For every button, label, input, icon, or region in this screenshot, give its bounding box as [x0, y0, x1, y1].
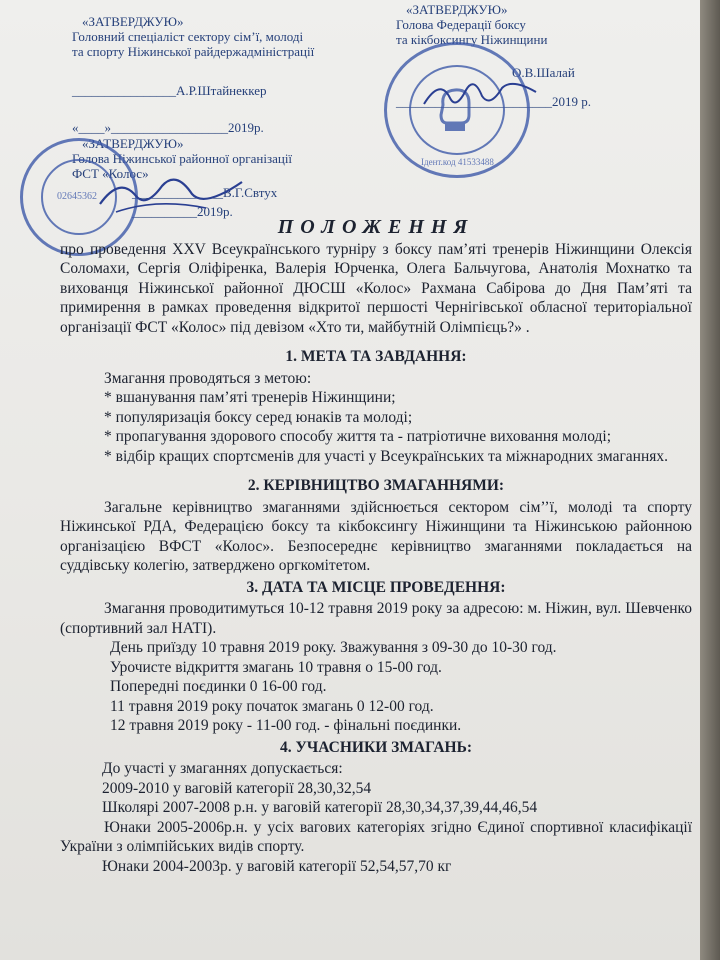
approval-signature-line: ______________В.Г.Свтух — [132, 185, 278, 200]
document-body — [60, 218, 692, 876]
category-line: Школярі 2007-2008 р.н. у ваговій категорії 28,30,34,37,39,44,46,54 — [102, 799, 538, 816]
section-text: Змагання проводитимуться 10-12 травня 2019 року за адресою: м. Ніжин, вул. Шевченко (спортивний зал НАТІ). — [60, 600, 692, 637]
goal-item: * вшанування пам’яті тренерів Ніжинщини; — [104, 389, 396, 406]
schedule-line: 11 травня 2019 року початок змагань 0 12-00 год. — [110, 697, 434, 715]
category-line: Юнаки 2004-2003р. у ваговій категорії 52,54,57,70 кг — [102, 857, 452, 875]
schedule-line: 12 травня 2019 року - 11-00 год. - фінальні поєдинки. — [110, 717, 462, 734]
approval-title: «ЗАТВЕРДЖУЮ» — [82, 14, 184, 29]
approval-date-line: __________2019р. — [132, 204, 233, 219]
intro-paragraph: про проведення XXV Всеукраїнського турніру з боксу пам’яті тренерів Ніжинщини Олексія Соломахи, Сергія Оліфіренка, Валерія Юрченка, Олега Бальчугова, Анатолія Мохнатко та вихованця Ніжинської районної ДЮСШ «Колос» Рахмана Сабірова до Дня Пам’яті та примирення в рамках проведення відкритої першості Чернігівської обласної територіальної організації ФСТ «Колос» під девізом «Хто ти, майбутній Олімпієць?» . — [60, 240, 692, 336]
goal-item: * популяризація боксу серед юнаків та молоді; — [104, 408, 413, 426]
goal-item: * пропагування здорового способу життя та - патріотичне виховання молоді; — [104, 428, 612, 445]
signature-1 — [420, 74, 540, 114]
approval-block-1 — [72, 14, 314, 135]
section-text: Змагання проводяться з метою: — [104, 369, 312, 387]
approval-role: Головний спеціаліст сектору сім’ї, молоді — [72, 29, 304, 44]
approval-role: та спорту Ніжинської райдержадміністрації — [72, 44, 315, 59]
document-title: ПОЛОЖЕННЯ — [277, 216, 475, 238]
goal-item: * відбір кращих спортсменів для участі у Всеукраїнських та міжнародних змаганнях. — [104, 447, 669, 465]
approval-role: Голова Федерації боксу — [396, 17, 526, 32]
section-text: До участі у змаганнях допускається: — [102, 760, 343, 777]
stamp-code: Ідент.код 41533488 — [421, 157, 494, 167]
stamp-code: 02645362 — [57, 191, 97, 202]
category-line: Юнаки 2005-2006р.н. у усіх вагових категоріях згідно Єдиної спортивної класифікації України з олімпійських видів спорту. — [60, 818, 692, 855]
approval-date-line: ________________________2019 р. — [396, 94, 591, 109]
section-heading: 1. МЕТА ТА ЗАВДАННЯ: — [285, 348, 467, 365]
table-edge — [700, 0, 720, 960]
approval-date-line: «____»__________________2019р. — [72, 120, 264, 135]
schedule-line: Урочисте відкриття змагань 10 травня о 15-00 год. — [110, 658, 442, 676]
approval-role: та кікбоксингу Ніжинщини — [396, 32, 548, 47]
approval-title: «ЗАТВЕРДЖУЮ» — [82, 136, 184, 151]
section-heading: 4. УЧАСНИКИ ЗМАГАНЬ: — [280, 738, 472, 756]
section-text: Загальне керівництво змаганнями здійснюється сектором сім’’ї, молоді та спорту Ніжинської РДА, Федерацією боксу та кікбоксингу Ніжинщини та Ніжинською районною організацією ВФСТ «Колос». Безпосереднє керівництво змаганнями покладається на суддівську колегію, затверджено оргкомітетом. — [60, 498, 692, 574]
approval-role: Голова Ніжинської районної організації — [72, 151, 293, 166]
section-heading: 2. КЕРІВНИЦТВО ЗМАГАННЯМИ: — [247, 477, 505, 494]
signature-2 — [96, 168, 246, 218]
category-line: 2009-2010 у ваговій категорії 28,30,32,54 — [102, 779, 372, 797]
approval-name: О.В.Шалай — [512, 65, 575, 80]
section-heading: 3. ДАТА ТА МІСЦЕ ПРОВЕДЕННЯ: — [246, 578, 506, 596]
approval-signature-line: ________________А.Р.Штайнеккер — [72, 83, 267, 98]
schedule-line: Попередні поєдинки 0 16-00 год. — [110, 678, 327, 695]
schedule-line: День приїзду 10 травня 2019 року. Зважування з 09-30 до 10-30 год. — [110, 639, 557, 656]
approval-role: ФСТ «Колос» — [72, 166, 149, 181]
approval-title: «ЗАТВЕРДЖУЮ» — [406, 2, 508, 17]
